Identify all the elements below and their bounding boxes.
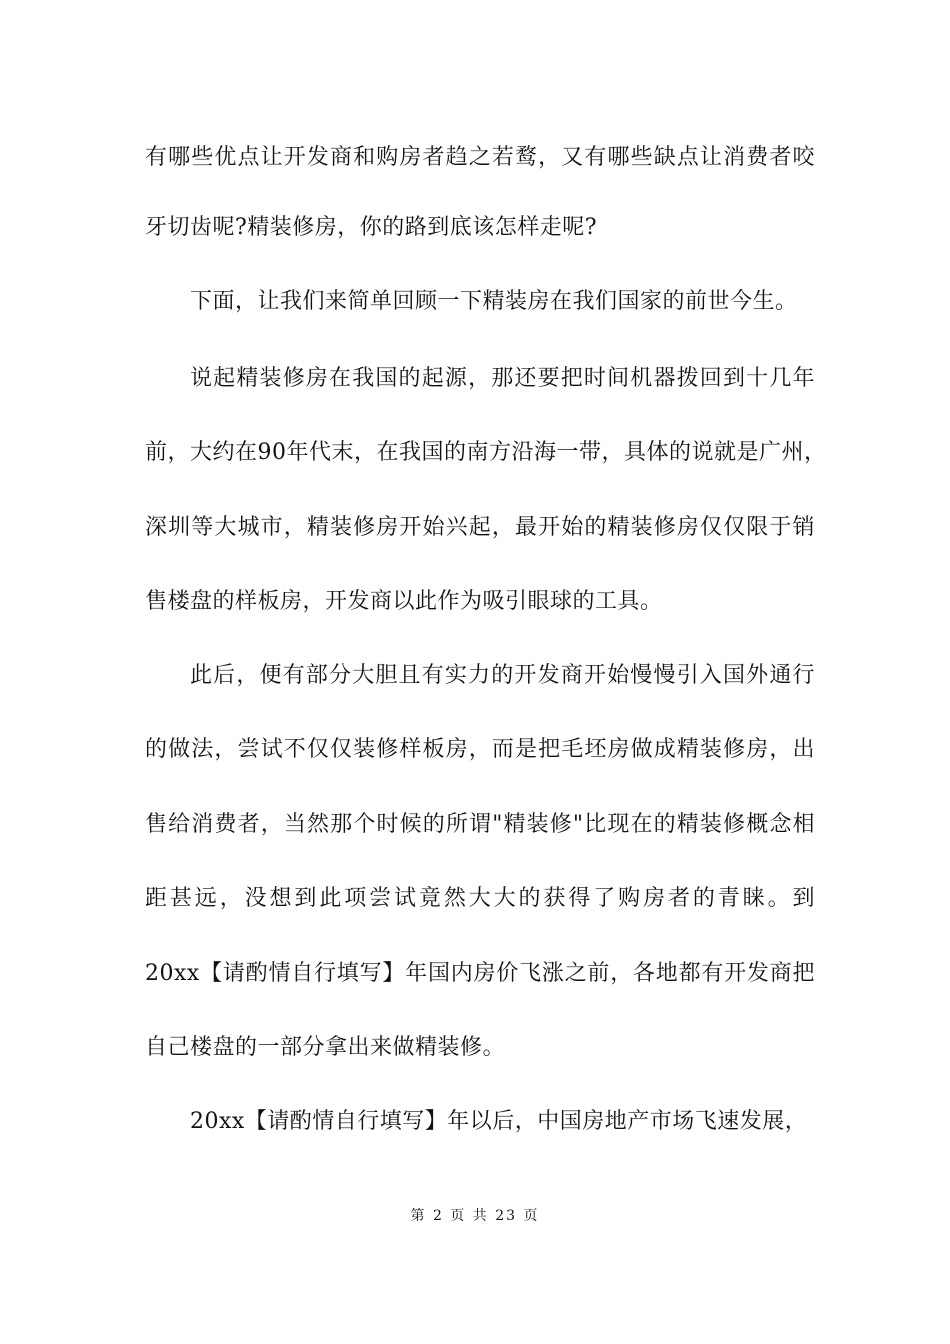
text-line: 20xx【请酌情自行填写】年以后，中国房地产市场飞速发展， xyxy=(190,1109,808,1134)
text-line: 深圳等大城市，精装修房开始兴起，最开始的精装修房仅仅限于销 xyxy=(145,515,815,540)
text-line: 售楼盘的样板房，开发商以此作为吸引眼球的工具。 xyxy=(145,589,663,614)
text-line: 自己楼盘的一部分拿出来做精装修。 xyxy=(145,1035,506,1060)
text-line: 距甚远，没想到此项尝试竟然大大的获得了购房者的青睐。到 xyxy=(145,886,815,911)
text-line: 下面，让我们来简单回顾一下精装房在我们国家的前世今生。 xyxy=(190,289,798,314)
text-line: 20xx【请酌情自行填写】年国内房价飞涨之前，各地都有开发商把 xyxy=(145,961,815,986)
text-line: 牙切齿呢?精装修房，你的路到底该怎样走呢? xyxy=(145,215,598,240)
text-line: 此后，便有部分大胆且有实力的开发商开始慢慢引入国外通行 xyxy=(190,663,815,688)
text-line: 前，大约在90年代末，在我国的南方沿海一带，具体的说就是广州， xyxy=(145,440,827,465)
text-line: 售给消费者，当然那个时候的所谓"精装修"比现在的精装修概念相 xyxy=(145,812,815,837)
text-line: 的做法，尝试不仅仅装修样板房，而是把毛坯房做成精装修房，出 xyxy=(145,737,815,762)
text-line: 有哪些优点让开发商和购房者趋之若鹜，又有哪些缺点让消费者咬 xyxy=(145,145,815,170)
text-line: 说起精装修房在我国的起源，那还要把时间机器拨回到十几年 xyxy=(190,366,815,391)
page-number-footer: 第 2 页 共 23 页 xyxy=(410,1208,540,1224)
